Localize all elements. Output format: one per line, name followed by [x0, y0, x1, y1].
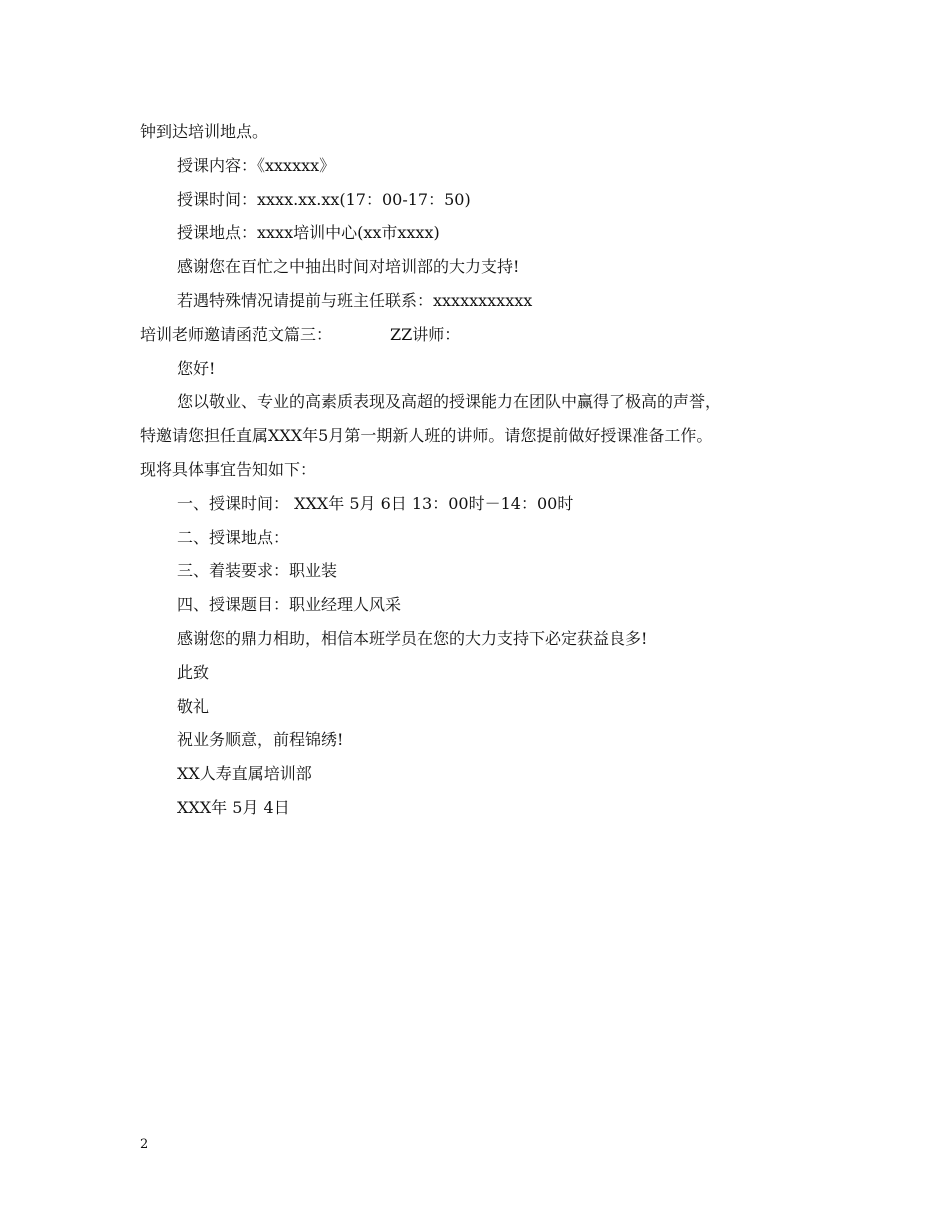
section-heading	[140, 318, 840, 352]
lecture-time: 一、授课时间： XXX年 5月 6日 13：00时－14：00时	[177, 493, 574, 513]
letter-recipient: ZZ讲师：	[390, 324, 461, 344]
body-line-1: 钟到达培训地点。	[140, 122, 269, 141]
body-line-5: 感谢您在百忙之中抽出时间对培训部的大力支持!	[177, 257, 520, 277]
body-line-2: 授课内容：《xxxxxx》	[177, 155, 336, 175]
closing-line-2: 敬礼	[177, 696, 210, 716]
wish-line: 祝业务顺意，前程锦绣!	[177, 730, 344, 750]
letter-paragraph-line-2: 特邀请您担任直属XXX年5月第一期新人班的讲师。请您提前做好授课准备工作。	[140, 426, 713, 446]
letter-greeting: 您好!	[177, 358, 216, 378]
page-number: 2	[140, 1137, 149, 1152]
lecture-topic: 四、授课题目：职业经理人风采	[177, 595, 402, 615]
document-body	[140, 115, 840, 825]
section-title: 培训老师邀请函范文篇三：	[140, 324, 333, 344]
lecture-location: 二、授课地点：	[177, 527, 290, 547]
signature-organization: XX人寿直属培训部	[177, 764, 312, 784]
letter-paragraph-line-1: 您以敬业、专业的高素质表现及高超的授课能力在团队中赢得了极高的声誉，	[177, 392, 722, 412]
signature-date: XXX年 5月 4日	[177, 797, 290, 817]
body-line-6: 若遇特殊情况请提前与班主任联系：xxxxxxxxxxx	[177, 290, 533, 310]
thanks-line: 感谢您的鼎力相助，相信本班学员在您的大力支持下必定获益良多!	[177, 628, 648, 648]
letter-paragraph-line-3: 现将具体事宜告知如下：	[140, 459, 317, 479]
heading-spacer	[332, 318, 390, 352]
closing-line-1: 此致	[177, 662, 210, 682]
dress-code: 三、着装要求：职业装	[177, 561, 338, 581]
body-line-3: 授课时间：xxxx.xx.xx(17：00-17：50)	[177, 189, 471, 209]
body-line-4: 授课地点：xxxx培训中心(xx市xxxx)	[177, 223, 440, 243]
